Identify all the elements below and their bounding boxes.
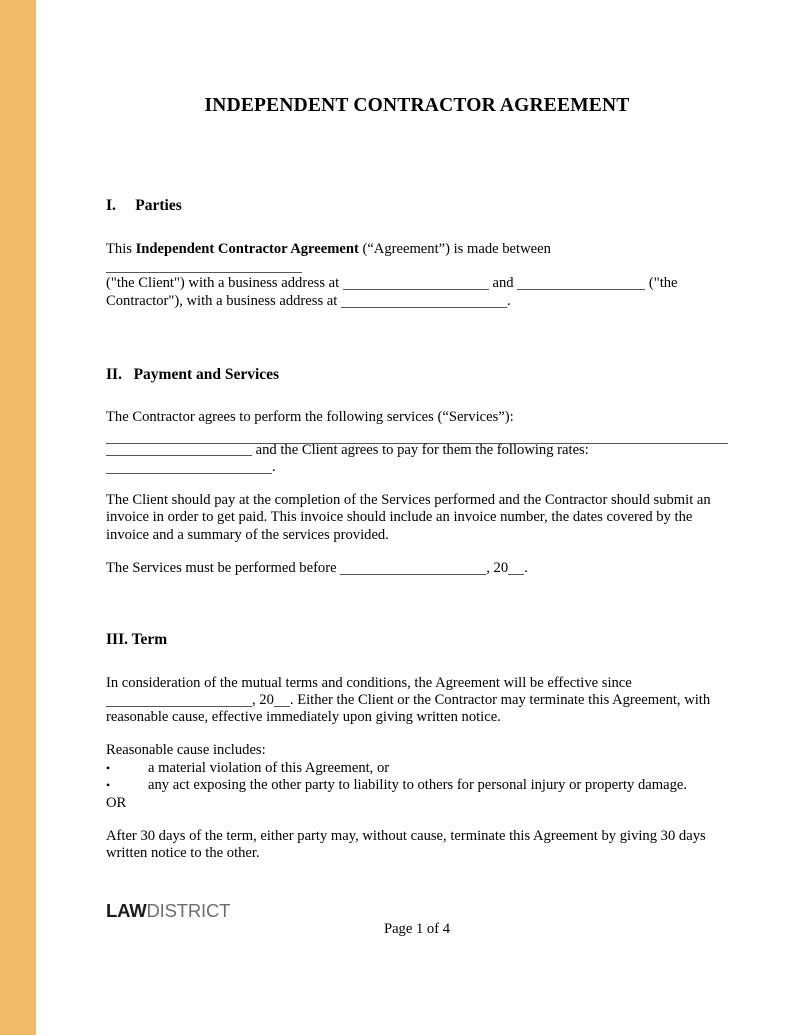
logo-secondary-text: DISTRICT [146, 900, 231, 921]
spacer [106, 812, 728, 828]
section-term [106, 577, 728, 862]
parties-line2-text: ("the Client") with a business address at [106, 275, 343, 292]
effective-date-paragraph [106, 675, 728, 727]
page-title: INDEPENDENT CONTRACTOR AGREEMENT [204, 95, 630, 116]
or-label: OR [106, 794, 127, 811]
effective-rest-text: . Either the Client or the Contractor may terminate this Agreement, with reasonable cause, effective immediately upon giving written notice. [106, 691, 711, 726]
parties-line2-mid-text: and [488, 275, 518, 292]
blank-deadline-date[interactable] [340, 560, 486, 575]
blank-services-description-line2[interactable] [106, 442, 252, 457]
list-item [106, 760, 728, 777]
parties-lead-text: This [106, 240, 136, 257]
section-heading-term: III. Term [106, 631, 168, 649]
lawdistrict-logo [106, 900, 230, 922]
blank-deadline-year[interactable] [508, 560, 524, 575]
list-item-label: any act exposing the other party to liability to others for personal injury or property damage. [148, 777, 688, 794]
spacer [106, 650, 728, 675]
section-parties [106, 117, 728, 310]
rates-end-text: . [272, 458, 276, 475]
effective-mid-text: , 20 [252, 691, 274, 708]
logo-primary-text: LAW [106, 900, 147, 921]
agreement-name-bold: Independent Contractor Agreement [135, 240, 359, 257]
reasonable-cause-list [106, 760, 728, 795]
parties-line3-end-text: . [506, 292, 511, 309]
blank-rates[interactable] [106, 459, 272, 474]
blank-client-name[interactable] [106, 258, 302, 273]
services-description-paragraph [106, 441, 728, 477]
section-heading-parties: I. Parties [106, 197, 182, 215]
reasonable-cause-intro: Reasonable cause includes: [106, 742, 266, 759]
blank-effective-year[interactable] [274, 692, 290, 707]
list-item [106, 777, 728, 794]
deadline-prefix-text: The Services must be performed before [106, 559, 341, 576]
deadline-end-text: . [524, 559, 528, 576]
document-page [106, 0, 728, 1035]
bullet-icon: • [106, 760, 111, 775]
spacer [106, 427, 728, 441]
list-item-label: a material violation of this Agreement, or [148, 759, 390, 776]
deadline-mid-text: , 20 [486, 559, 509, 576]
services-deadline-paragraph [106, 560, 728, 577]
parties-line3-text: Contractor"), with a business address at [106, 292, 341, 309]
parties-paragraph [106, 241, 728, 310]
rates-text: and the Client agrees to pay for them the following rates: [252, 441, 589, 458]
services-intro-paragraph: The Contractor agrees to perform the following services (“Services”): [106, 409, 514, 426]
blank-contractor-name[interactable] [517, 275, 645, 290]
blank-effective-date[interactable] [106, 692, 252, 707]
spacer [106, 544, 728, 560]
section-heading-payment: II. Payment and Services [106, 365, 280, 383]
spacer [106, 216, 728, 241]
section-payment-and-services [106, 310, 728, 577]
decorative-left-accent-bar [0, 0, 36, 1035]
parties-after-name-text: (“Agreement”) is made between [358, 240, 551, 257]
blank-client-address[interactable] [343, 275, 489, 290]
page-number-footer: Page 1 of 4 [383, 921, 451, 937]
spacer [106, 476, 728, 492]
spacer [106, 726, 728, 742]
blank-contractor-address[interactable] [341, 293, 507, 308]
effective-prefix-text: In consideration of the mutual terms and conditions, the Agreement will be effective since [106, 674, 632, 691]
bullet-icon: • [106, 778, 111, 793]
termination-paragraph: After 30 days of the term, either party may, without cause, terminate this Agreement by giving 30 days written notice to the other. [106, 827, 706, 862]
invoice-paragraph: The Client should pay at the completion of the Services performed and the Contractor should submit an invoice in order to get paid. This invoice should include an invoice number, the dates covered by the invoice and a summary of the services provided. [106, 492, 711, 543]
spacer [106, 384, 728, 409]
parties-line2-end-text: ("the [645, 275, 678, 292]
